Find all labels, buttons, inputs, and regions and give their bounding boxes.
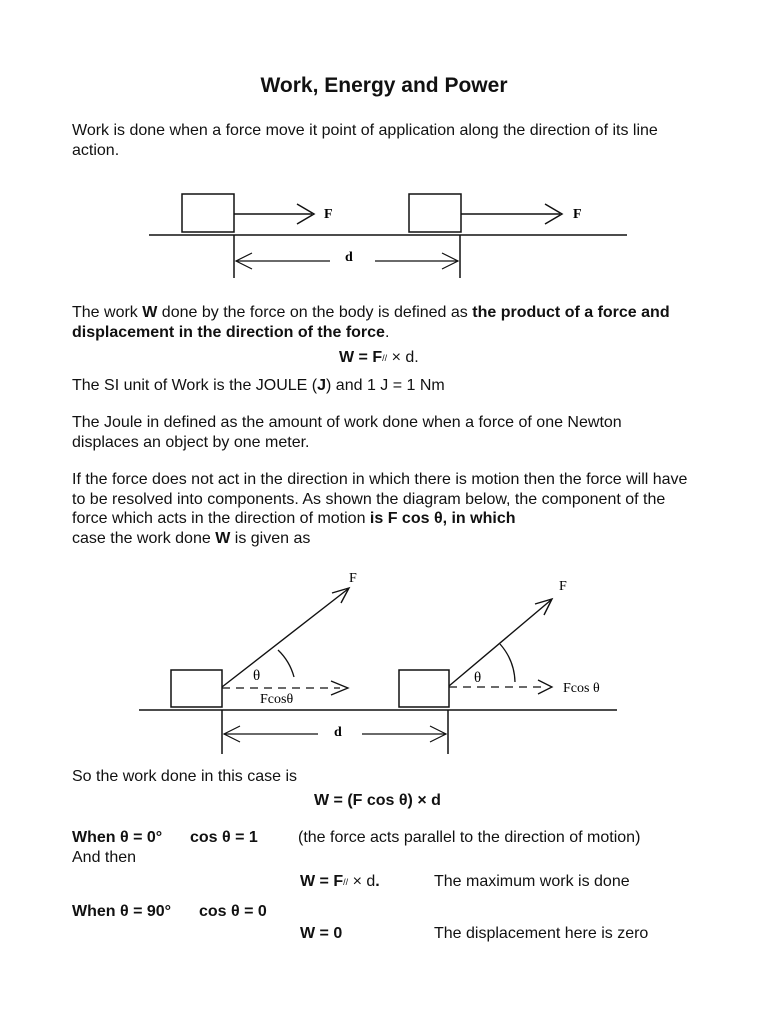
angled-force-arrow-start [222, 588, 349, 687]
component-label-start: Fcosθ [260, 692, 294, 707]
max-work-note: The maximum work is done [434, 873, 630, 890]
block-start [171, 670, 222, 707]
work-case-equation: W = (F cos θ) × d [314, 792, 441, 809]
angled-force-diagram [0, 562, 768, 762]
force-label-start: F [324, 207, 333, 222]
block-end [399, 670, 449, 707]
work-equation: $W = F_{//} \times d$. [339, 349, 419, 366]
angle-label-start: θ [253, 668, 261, 684]
resolve-paragraph: If the force does not act in the direction in which there is motion then the force will have to be resolved into components. As shown the diagram below, the component of the force which acts in the direction of motion is F cos θ, in which case the work done W is given as [72, 471, 688, 547]
max-work-equation: $W = F_{//} \times d$. [300, 873, 380, 890]
case-zero-cos: cos θ = 1 [190, 829, 258, 846]
case-ninety-cos: cos θ = 0 [199, 903, 267, 920]
work-definition: The work W done by the force on the body is defined as the product of a force and displacement in the direction of the force. [72, 304, 670, 341]
angle-arc-end [500, 644, 515, 682]
force-label-end: F [559, 579, 567, 594]
zero-work-equation: W = 0 [300, 925, 343, 942]
force-arrow-start [234, 204, 314, 224]
component-label-end: Fcos θ [563, 681, 600, 696]
block-start [182, 194, 234, 232]
intro-paragraph: Work is done when a force move it point of application along the direction of its line action. [72, 122, 658, 159]
zero-work-note: The displacement here is zero [434, 925, 649, 942]
force-label-end: F [573, 207, 582, 222]
component-arrow-end [449, 680, 552, 694]
distance-label: d [334, 725, 342, 740]
angle-label-end: θ [474, 670, 482, 686]
case-zero-note: (the force acts parallel to the direction of motion) [298, 829, 641, 846]
si-unit-line: The SI unit of Work is the JOULE (J) and 1 J = 1 Nm [72, 377, 445, 394]
case-zero-condition: When θ = 0° [72, 829, 163, 846]
case-ninety-condition: When θ = 90° [72, 903, 172, 920]
work-case-text: So the work done in this case is [72, 768, 298, 785]
page-title: Work, Energy and Power [260, 74, 508, 97]
horizontal-force-diagram [0, 180, 768, 290]
block-end [409, 194, 461, 232]
angle-arc-start [278, 650, 294, 677]
distance-label: d [345, 250, 353, 265]
force-arrow-end [461, 204, 562, 224]
joule-definition: The Joule in defined as the amount of work done when a force of one Newton displaces an object by one meter. [72, 414, 622, 451]
angled-force-arrow-end [449, 599, 552, 686]
and-then-text: And then [72, 849, 137, 866]
force-label-start: F [349, 571, 357, 586]
